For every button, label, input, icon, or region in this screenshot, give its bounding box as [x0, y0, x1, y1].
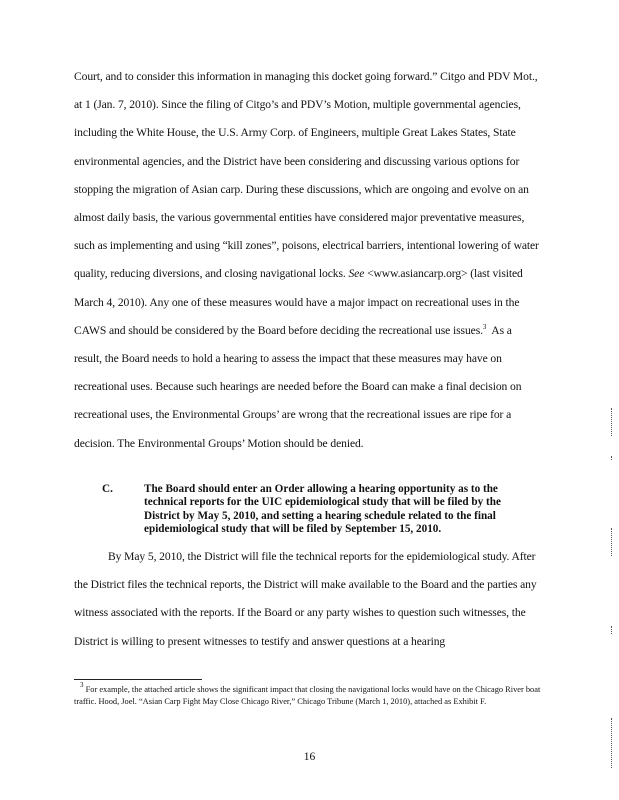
section-heading-text: The Board should enter an Order allowing a hearing opportunity as to the technical reports for the UIC epidemiological study that will be filed by the District by May 5, 2010, and setting a hearing schedule related to the final epidemiological study that will be filed by September 15, 2010.: [144, 483, 501, 536]
footnote-text: For example, the attached article shows the significant impact that closing the navigational locks would have on the Chicago River boat traffic. Hood, Joel. “Asian Carp Fight May Close Chicago River,” Chicago Tribune (March 1, 2010), attached as Exhibit F.: [74, 685, 541, 707]
citation-text: <www.asiancarp.org> (last visited March 4, 2010). Any one of these measures would have a major impact on recreational uses in the CAWS and should be considered by the Board before deciding the recreational use issues.: [74, 267, 523, 337]
section-heading: [102, 483, 532, 537]
footnote-number: 3: [80, 681, 84, 689]
footnote-divider: [74, 679, 202, 680]
body-paragraph-2: [74, 543, 542, 656]
footnote-reference: 3: [482, 322, 487, 331]
paragraph-1-end: As a result, the Board needs to hold a hearing to assess the impact that these measures may have on recreational uses. Because such hearings are needed before the Board can make a final decision on recreational uses, the Environmental Groups’ are wrong that the recreational issues are ripe for a decision. The Environmental Groups’ Motion should be denied.: [74, 323, 522, 450]
margin-mark: [611, 528, 612, 556]
margin-mark: [611, 626, 612, 634]
footnote: [74, 681, 544, 708]
section-letter: C.: [102, 483, 113, 495]
margin-mark: [611, 718, 612, 768]
margin-mark: [611, 408, 612, 436]
paragraph-1-text: Court, and to consider this information in managing this docket going forward.” Citgo and PDV Mot., at 1 (Jan. 7, 2010). Since the filing of Citgo’s and PDV’s Motion, multiple governmental agencies, including the White House, the U.S. Army Corp. of Engineers, multiple Great Lakes States, State environmental agencies, and the District have been considering and discussing various options for stopping the migration of Asian carp. During these discussions, which are ongoing and evolve on an almost daily basis, the various governmental entities have considered major preventative measures, such as implementing and using “kill zones”, poisons, electrical barriers, intentional lowering of water quality, reducing diversions, and closing navigational locks.: [74, 70, 539, 281]
margin-mark: [611, 456, 612, 460]
page-number: 16: [303, 751, 316, 763]
body-paragraph-1: [74, 63, 542, 458]
see-signal: See: [348, 267, 365, 281]
paragraph-2-text: By May 5, 2010, the District will file the technical reports for the epidemiological study. After the District files the technical reports, the District will make available to the Board and the parties any witness associated with the reports. If the Board or any party wishes to question such witnesses, the District is willing to present witnesses to testify and answer questions at a hearing: [74, 550, 537, 648]
